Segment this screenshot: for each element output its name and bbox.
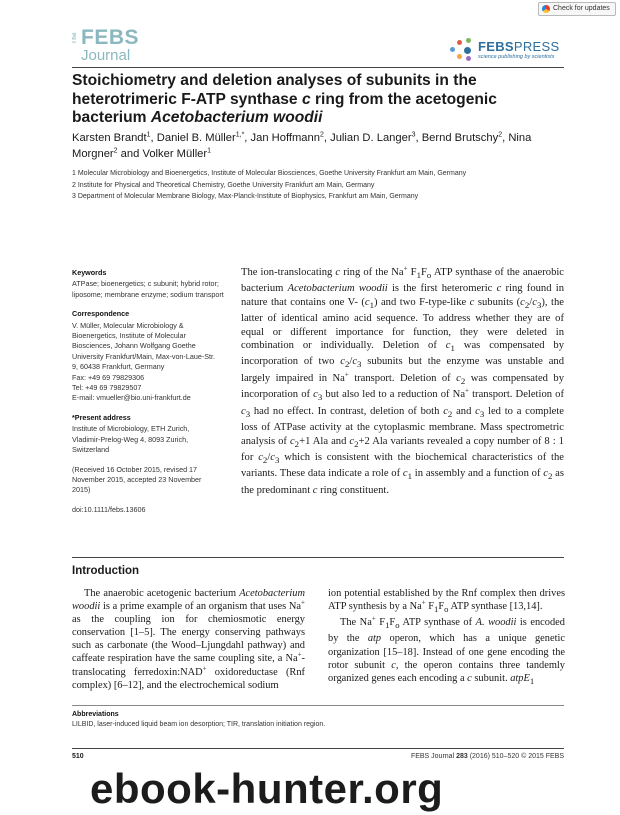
watermark: ebook-hunter.org xyxy=(90,765,444,812)
subscript: 3 xyxy=(317,392,323,403)
affiliations xyxy=(72,168,562,203)
italic-term: c xyxy=(289,435,295,447)
italic-term: A. woodii xyxy=(475,617,517,629)
author-name: Bernd Brutschy xyxy=(421,132,499,144)
abstract: The ion-translocating c ring of the Na+ $F_1F_o$ ATP synthase of the anaerobic bacterium Acetobacterium woodii is the first heteromeric c ring found in nature that contains one V- $(c_1)$ and two F-type-like c subunits $(c_2/c_3)$, the latter of identical amino acid sequence. To address whether they are of equal or different importance for function, they were deleted in combination or individually. Deletion of $c_1$ was compensated by incorporation of two $c_2/c_3$ subunits but the enzyme was unstable and largely impaired in Na+ transport. Deletion of $c_2$ was compensated by incorporation of $c_3$ but also led to a reduction of Na+ transport. Deletion of $c_3$ had no effect. In contrast, deletion of both $c_2$ and $c_3$ led to a complete loss of ATPase activity at the cytoplasmic membrane. Mass spectrometric analysis of $c_2+1$ Ala and $c_2+2$ Ala variants revealed a copy number of 8 : 1 for $c_2/c_3$ which is consistent with the biochemical characteristics of the variants. These data indicate a role of $c_1$ in assembly and a function of $c_2$ as the predominant c ring constituent. xyxy=(241,264,565,496)
author-name: Karsten Brandt xyxy=(72,132,147,144)
article-sidebar xyxy=(72,268,242,524)
correspondence-fax: Fax: +49 69 79829306 xyxy=(72,372,145,382)
italic-term: c xyxy=(352,356,358,368)
italic-term: c xyxy=(532,296,537,308)
author-name: Nina Morgner xyxy=(72,132,532,160)
subscript: 3 xyxy=(274,455,280,466)
journal-name: FEBS Journal xyxy=(410,753,457,760)
intro-paragraph-1: The anaerobic acetogenic bacterium Acetobacterium woodii is a prime example of an organism that uses Na+ as the coupling ion for chemiosmotic energy conservation [1–5]. The energy conserving pathways such as carbonate (the Wood–Ljungdahl pathway) and caffeate respiration have the same coupling site, a Na+-translocating ferredoxin:NAD+ oxidoreductase (Rnf complex) [6–12], and the electrochemical sodium xyxy=(72,588,305,691)
page-number: 510 xyxy=(72,753,84,760)
superscript: 3 xyxy=(411,131,416,139)
section-rule xyxy=(72,557,564,558)
subscript: 3 xyxy=(479,408,485,419)
italic-term: c xyxy=(312,484,318,496)
present-address-line: Institute of Microbiology, ETH Zurich, xyxy=(72,424,190,434)
italic-term: c xyxy=(475,405,480,417)
article-title: Stoichiometry and deletion analyses of subunits in the heterotrimeric F-ATP synthase c ring from the acetogenic bacterium Acetobacterium woodii xyxy=(72,72,497,126)
superscript: + xyxy=(371,614,376,623)
italic-term: c xyxy=(364,296,370,308)
crossmark-icon xyxy=(542,5,550,13)
superscript: 2 xyxy=(498,131,503,139)
superscript: + xyxy=(297,651,302,659)
italic-term: c xyxy=(520,296,525,308)
superscript: 2 xyxy=(319,131,324,139)
present-address-heading: *Present address xyxy=(72,412,131,422)
keywords-text: ATPase; bioenergetics; c subunit; hybrid rotor; liposome; membrane enzyme; sodium transport xyxy=(72,279,224,299)
subscript: 1 xyxy=(450,343,455,354)
italic-term: c xyxy=(340,356,345,368)
press-press: PRESS xyxy=(513,39,560,54)
journal-reference xyxy=(411,753,564,760)
abbreviations xyxy=(72,710,562,730)
subscript: 3 xyxy=(536,299,542,310)
subscript: 2 xyxy=(524,299,530,310)
correspondence-line: 9, 60438 Frankfurt, Germany xyxy=(72,362,165,372)
author-list: Karsten Brandt$^1$, Daniel B. Müller$^{1,*}$, Jan Hoffmann$^2$, Julian D. Langer$^3$, Bernd Brutschy$^2$, Nina Morgner$^2$ and Volker Müller$^1$ xyxy=(72,131,532,160)
intro-right-column xyxy=(328,587,565,688)
subscript: 3 xyxy=(245,408,251,419)
italic-term: c xyxy=(258,452,263,463)
italic-term: c xyxy=(241,405,246,417)
subscript: 1 xyxy=(385,620,390,631)
italic-term: c xyxy=(335,267,341,278)
affiliation-3: 3 Department of Molecular Membrane Biology, Max-Planck-Institute of Biophysics, Frankfurt am Main, Germany xyxy=(72,193,419,200)
superscript: + xyxy=(301,598,305,607)
superscript: + xyxy=(465,386,469,395)
author-name: Daniel B. Müller xyxy=(156,132,236,144)
italic-term: c xyxy=(349,435,355,447)
subscript: 2 xyxy=(262,455,268,466)
superscript: + xyxy=(403,264,408,273)
subscript: 1 xyxy=(529,675,535,686)
footer-rule xyxy=(72,748,564,749)
press-tagline: science publishing by scientists xyxy=(478,54,555,60)
present-address-line: Switzerland xyxy=(72,445,110,455)
italic-term: Acetobacterium woodii xyxy=(287,283,388,295)
italic-term: c xyxy=(301,90,311,108)
italic-term: c xyxy=(445,339,451,351)
italic-term: Acetobacterium woodii xyxy=(72,588,305,613)
subscript: 1 xyxy=(407,471,413,482)
author-name: Jan Hoffmann xyxy=(250,132,320,144)
abbreviations-text: LILBID, laser-induced liquid beam ion desorption; TIR, translation initiation region. xyxy=(72,721,326,728)
author-name: Julian D. Langer xyxy=(330,132,412,144)
italic-term: c xyxy=(496,283,502,295)
affiliation-1: 1 Molecular Microbiology and Bioenergetics, Institute of Molecular Biosciences, Goethe University Frankfurt am Main, Germany xyxy=(72,170,467,177)
received-line: (Received 16 October 2015, revised 17 xyxy=(72,464,198,474)
correspondence-line: V. Müller, Molecular Microbiology & xyxy=(72,320,184,330)
present-address-line: Vladimir-Prelog-Weg 4, 8093 Zurich, xyxy=(72,434,189,444)
journal-volume: 283 xyxy=(456,753,468,760)
subscript: o xyxy=(444,604,449,615)
italic-term: c xyxy=(456,372,461,384)
molecule-icon xyxy=(450,38,474,62)
italic-term: c xyxy=(469,296,475,308)
italic-term: Acetobacterium woodii xyxy=(150,109,323,126)
introduction-heading: Introduction xyxy=(72,565,140,577)
superscript: 2 xyxy=(113,147,118,155)
subscript: 2 xyxy=(460,375,466,386)
italic-term: c xyxy=(270,452,275,463)
intro-paragraph-2: The Na+ $F_1F_o$ ATP synthase of A. woodii is encoded by the atp operon, which has a unique genetic organization [15–18]. Instead of one gene encoding the rotor subunit c, the operon contains three tandemly organized genes each encoding a c subunit. atpE$_1$ xyxy=(328,614,565,686)
logo-febs: FEBS xyxy=(81,26,140,49)
subscript: 2 xyxy=(354,438,359,449)
logo-journal: Journal xyxy=(81,47,131,64)
keywords-heading: Keywords xyxy=(72,268,107,277)
correspondence-line: University Frankfurt/Main, Max-von-Laue-Str. xyxy=(72,351,215,361)
subscript: 1 xyxy=(434,604,439,615)
superscript: + xyxy=(202,664,207,673)
italic-term: c xyxy=(443,405,448,417)
press-febs: FEBS xyxy=(478,39,514,54)
italic-term: c xyxy=(543,468,548,480)
italic-term: c xyxy=(467,672,472,684)
correspondence-heading: Correspondence xyxy=(72,309,130,319)
correspondence-line: Biosciences, Johann Wolfgang Goethe xyxy=(72,341,196,351)
superscript: + xyxy=(421,598,426,607)
affiliation-2: 2 Institute for Physical and Theoretical Chemistry, Goethe University Frankfurt am Main, Germany xyxy=(72,181,375,189)
subscript: 2 xyxy=(344,359,350,370)
check-updates-label: Check for updates xyxy=(553,5,610,12)
subscript: 2 xyxy=(447,408,453,419)
correspondence-email[interactable]: E-mail: vmueller@bio.uni-frankfurt.de xyxy=(72,393,191,403)
italic-term: c xyxy=(402,468,408,480)
check-for-updates-button[interactable] xyxy=(538,2,616,16)
intro-left-column xyxy=(72,587,305,692)
italic-term: c xyxy=(313,389,318,401)
correspondence-tel: Tel: +49 69 79829507 xyxy=(72,383,142,393)
doi[interactable]: doi:10.1111/febs.13606 xyxy=(72,504,146,514)
footnote-rule xyxy=(72,705,564,706)
italic-term: atp xyxy=(367,633,382,645)
febs-press-logo xyxy=(450,38,568,64)
received-line: November 2015, accepted 23 November xyxy=(72,474,202,484)
correspondence-line: Bioenergetics, Institute of Molecular xyxy=(72,331,186,341)
subscript: 1 xyxy=(416,270,421,281)
logo-the: The xyxy=(72,32,78,44)
superscript: 1 xyxy=(146,131,151,139)
subscript: 3 xyxy=(357,359,362,370)
subscript: o xyxy=(395,620,400,631)
abbreviations-heading: Abbreviations xyxy=(72,711,119,718)
febs-journal-logo xyxy=(72,28,142,62)
italic-term: c xyxy=(391,659,396,671)
subscript: 2 xyxy=(294,438,300,449)
top-rule xyxy=(72,67,564,68)
intro-paragraph-1-cont: ion potential established by the Rnf complex then drives ATP synthesis by a Na+ $F_1F_o$ ATP synthase [13,14]. xyxy=(328,588,565,615)
subscript: o xyxy=(426,270,432,281)
superscript: + xyxy=(344,370,349,379)
subscript: 2 xyxy=(547,471,553,482)
superscript: 1,* xyxy=(235,131,245,139)
author-name: Volker Müller xyxy=(142,148,208,160)
superscript: 1 xyxy=(207,147,212,155)
italic-term: atpE xyxy=(510,672,530,684)
subscript: 1 xyxy=(369,299,374,310)
journal-pages: (2016) 510–520 © 2015 FEBS xyxy=(467,753,564,760)
received-line: 2015) xyxy=(72,485,91,495)
